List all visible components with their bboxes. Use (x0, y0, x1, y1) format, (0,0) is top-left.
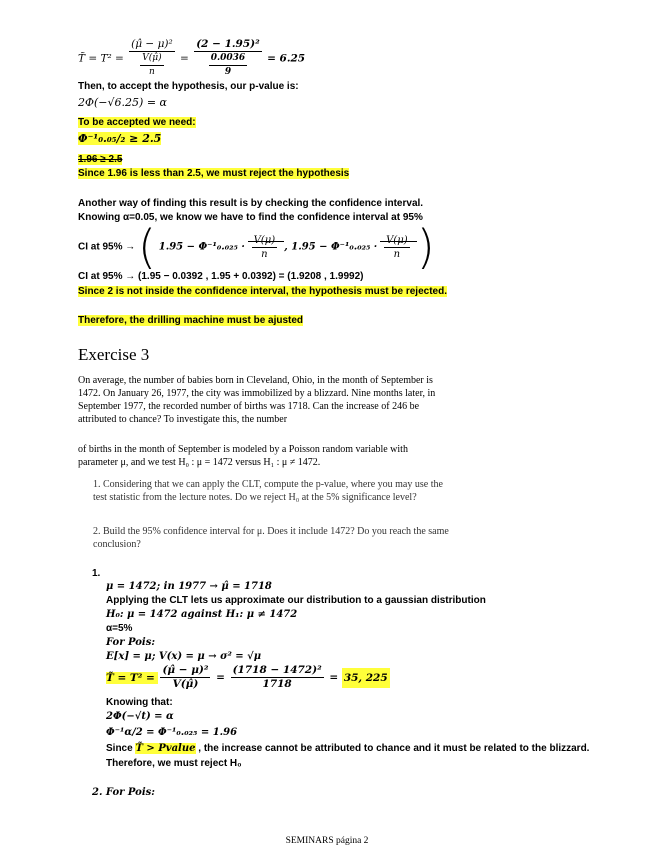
ci-conclusion: Since 2 is not inside the confidence interval, the hypothesis must be rejected. (78, 286, 447, 297)
alpha-line: α=5% (106, 623, 133, 634)
t-fraction: $\frac{\text{(μ̂ − μ)²}}{\frac{V(\mû)}{n}}$ (131, 38, 173, 77)
ci-formula: CI at 95% → ( 1.95 − Φ⁻¹₀.₀₂₅ · $\frac{V(\mu)}{n}$ , 1.95 − Φ⁻¹₀.₀₂₅ · $\frac{V(\mu)}{n}$ ) (78, 220, 435, 274)
answer-number-2: 2. For Pois: (92, 787, 155, 798)
therefore-reject: Therefore, we must reject H₀ (106, 758, 242, 769)
accept-condition-2: 1.96 ≥ 2.5 (78, 154, 123, 165)
accept-heading: To be accepted we need: (78, 117, 196, 128)
accept-condition: Φ⁻¹₀.₀₅/₂ ≥ 2.5 (78, 132, 162, 145)
exercise-question-1: 1. Considering that we can apply the CLT, compute the p-value, where you may use the test statistic from the lecture notes. Do we reject H₀ at the 5% significance level? (93, 479, 443, 503)
exercise-question-2: 2. Build the 95% confidence interval for μ. Does it include 1472? Do you reach the same conclusion? (93, 526, 449, 550)
t-fraction-values: $\frac{\text{(2 − 1.95)²}}{\frac{0.0036}{9}}$ (196, 38, 260, 77)
knowing-eq-2: Φ⁻¹α/2 = Φ⁻¹₀.₀₂₅ = 1.96 (106, 727, 238, 738)
then-text: Then, to accept the hypothesis, our p-value is: (78, 81, 299, 92)
knowing-eq-1: 2Φ(−√t) = α (106, 711, 174, 722)
reject-text: Since 1.96 is less than 2.5, we must reject the hypothesis (78, 168, 350, 179)
clt-line: Applying the CLT lets us approximate our distribution to a gaussian distribution (106, 595, 486, 606)
pvalue-expression: 2Φ(−√6.25) = α (78, 96, 167, 109)
exercise-paragraph-2: of births in the month of September is modeled by a Poisson random variable with parameter μ, and we test H₀ : μ = 1472 versus H₁ : μ ≠ 1472. (78, 444, 408, 468)
page-footer: SEMINARS página 2 (285, 836, 369, 846)
answer-number-1: 1. (92, 568, 101, 579)
t-statistic-answer: T̃ = T² = $\frac{\text{(μ̂ − μ)²}}{V(\mû)}$ = $\frac{\text{(1718 − 1472)²}}{1718}$ = 35, 225 (106, 664, 388, 690)
for-pois-label: For Pois: (106, 637, 156, 648)
therefore-text: Therefore, the drilling machine must be ajusted (78, 315, 304, 326)
mu-line: μ = 1472; in 1977 → μ̂ = 1718 (106, 581, 272, 592)
another-way-text: Another way of finding this result is by checking the confidence interval. (78, 198, 424, 209)
t-result-highlight: 35, 225 (342, 668, 390, 688)
knowing-alpha-text: Knowing α=0.05, we know we have to find the confidence interval at 95% (78, 212, 423, 223)
hypothesis-line: H₀: μ = 1472 against H₁: μ ≠ 1472 (106, 609, 298, 620)
expectation-line: E[x] = μ; V(x) = μ → σ² = √μ (106, 651, 262, 662)
ci-result: CI at 95% → (1.95 − 0.0392 , 1.95 + 0.0392) = (1.9208 , 1.9992) (78, 271, 364, 282)
since-line: Since T̃ > Pvalue , the increase cannot be attributed to chance and it must be related to the blizzard. (106, 743, 590, 754)
exercise-paragraph-1: On average, the number of babies born in Cleveland, Ohio, in the month of September is 1472. On January 26, 1977, the city was immobilized by a blizzard. Nine months later, in September 1977, the recorded number of births was 1718. Can the increase of 246 be attributed to chance? To investigate this, the number (78, 375, 436, 425)
knowing-that: Knowing that: (106, 697, 173, 708)
t-statistic-formula: T̃ = T² = $\frac{\text{(μ̂ − μ)²}}{\frac{V(\mû)}{n}}$ = $\frac{\text{(2 − 1.95)²}}{\frac{0.0036}{9}}$ = 6.25 (78, 38, 306, 77)
exercise-title: Exercise 3 (78, 345, 150, 364)
